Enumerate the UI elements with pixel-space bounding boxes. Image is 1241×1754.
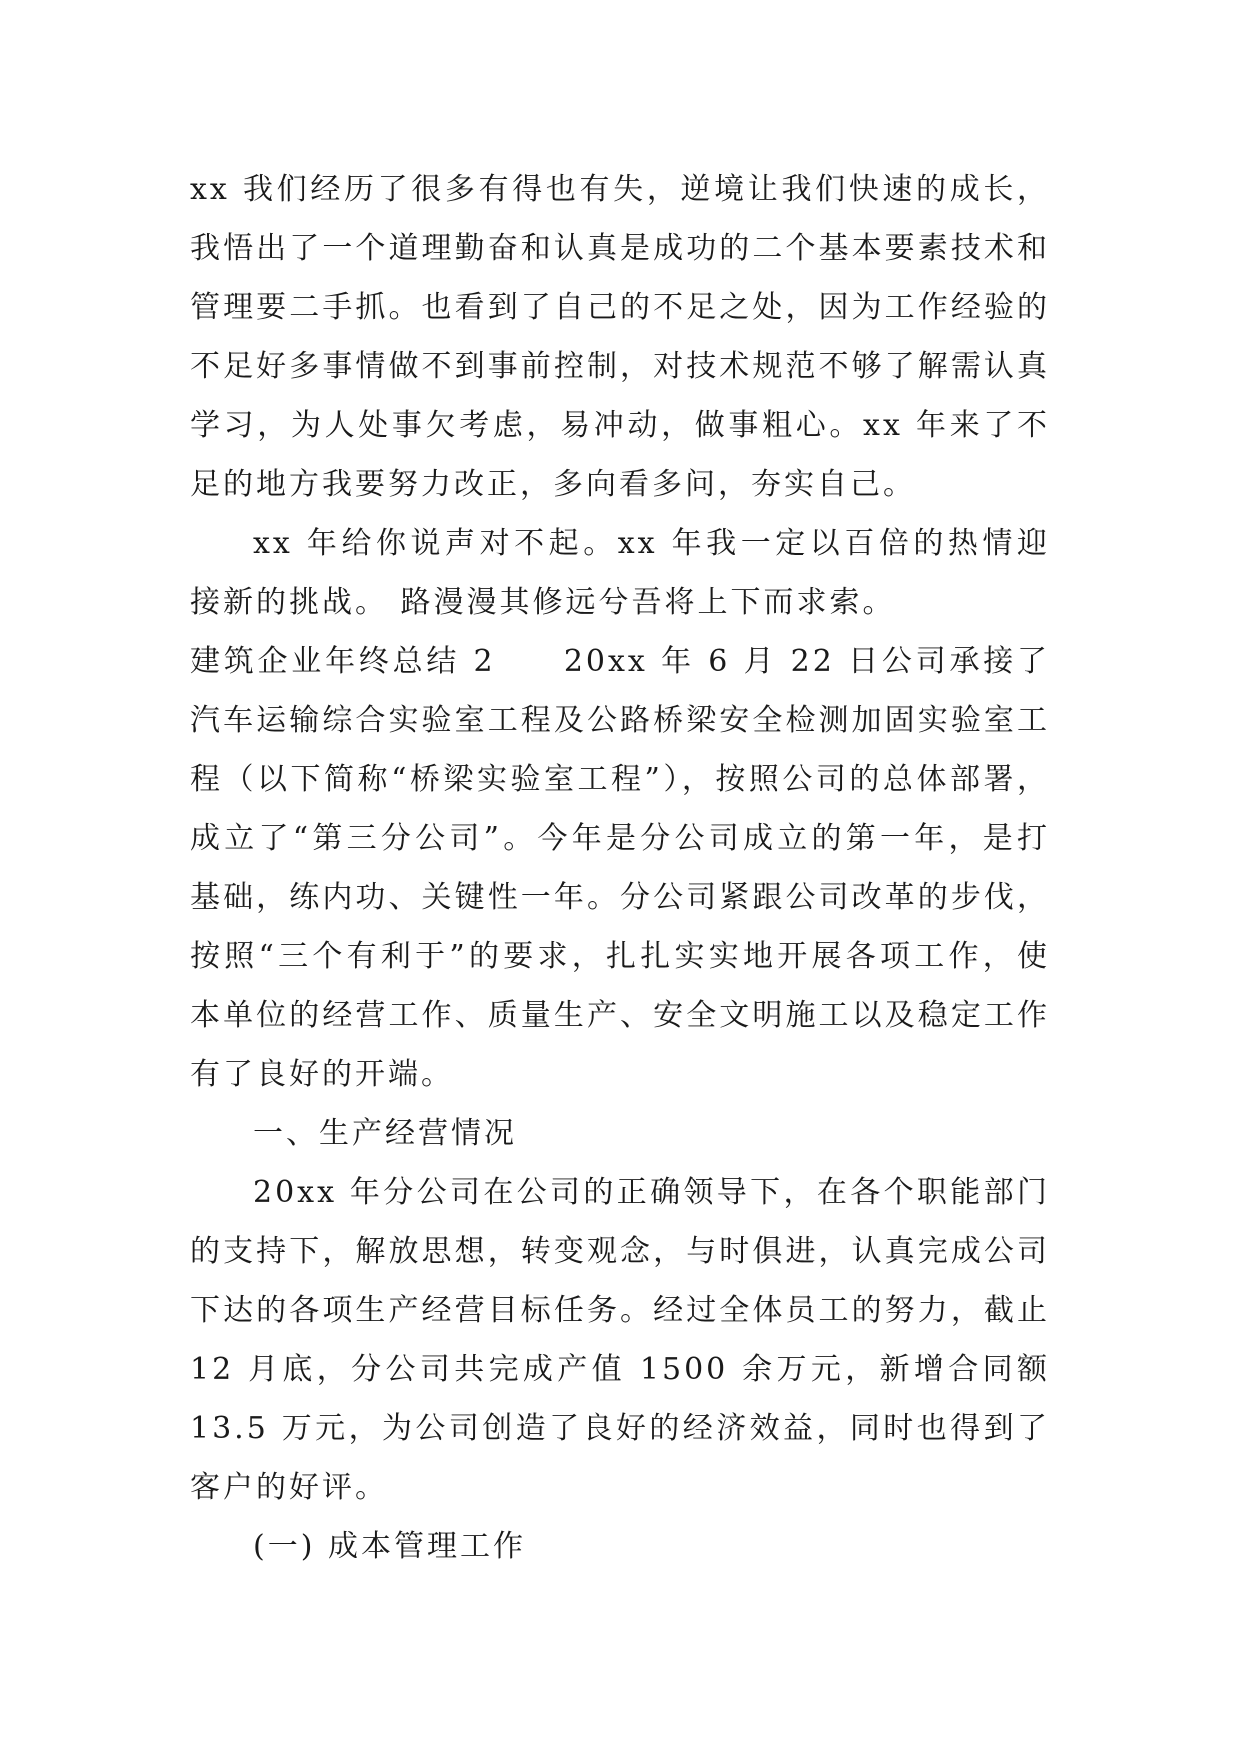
subsection-heading-cost: (一) 成本管理工作 <box>253 1529 526 1564</box>
paragraph-report-intro: 建筑企业年终总结 2 20xx 年 6 月 22 日公司承接了汽车运输综合实验室工程及公路桥梁安全检测加固实验室工程（以下简称“桥梁实验室工程”），按照公司的总体部署，成立了“第三分公司”。今年是分公司成立的第一年，是打基础，练内功、关键性一年。分公司紧跟公司改革的步伐，按照“三个有利于”的要求，扎扎实实地开展各项工作，使本单位的经营工作、质量生产、安全文明施工以及稳定工作有了良好的开端。 <box>190 644 1050 1092</box>
paragraph-apology: xx 年给你说声对不起。xx 年我一定以百倍的热情迎接新的挑战。 路漫漫其修远兮吾将上下而求索。 <box>190 526 1050 620</box>
paragraph-production: 20xx 年分公司在公司的正确领导下，在各个职能部门的支持下，解放思想，转变观念，与时俱进，认真完成公司下达的各项生产经营目标任务。经过全体员工的努力，截止 12 月底，分公司共完成产值 1500 余万元，新增合同额 13.5 万元，为公司创造了良好的经济效益，同时也得到了客户的好评。 <box>190 1175 1050 1505</box>
section-heading-production: 一、生产经营情况 <box>253 1116 517 1151</box>
document-body <box>190 160 1050 1576</box>
paragraph-summary: xx 我们经历了很多有得也有失，逆境让我们快速的成长，我悟出了一个道理勤奋和认真是成功的二个基本要素技术和管理要二手抓。也看到了自己的不足之处，因为工作经验的不足好多事情做不到事前控制，对技术规范不够了解需认真学习，为人处事欠考虑，易冲动，做事粗心。xx 年来了不足的地方我要努力改正，多向看多问，夯实自己。 <box>190 172 1050 502</box>
